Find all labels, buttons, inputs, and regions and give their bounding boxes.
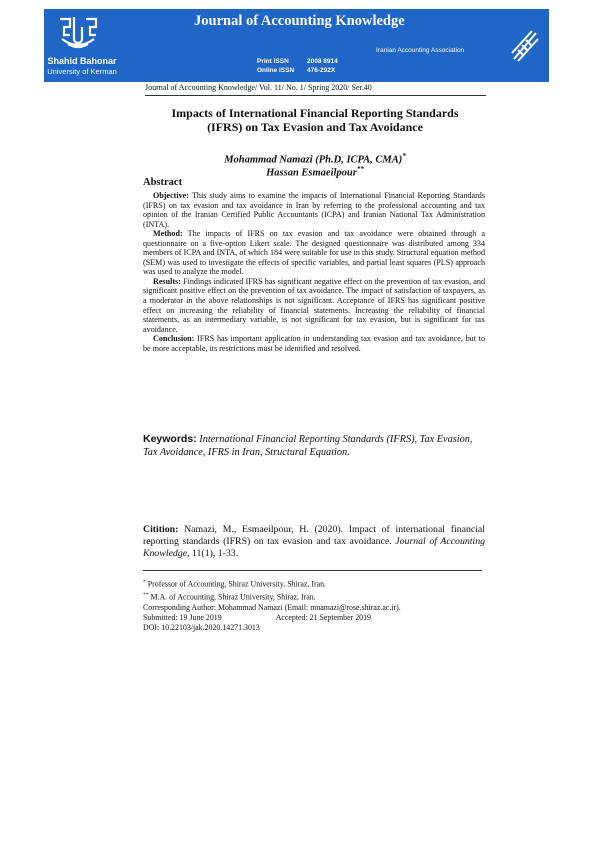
dates-row (143, 613, 485, 623)
footnote-1 (143, 577, 485, 590)
corresponding-author: Corresponding Author: Mohammad Namazi (Email: mnamazi@rose.shiraz.ac.ir). (143, 602, 401, 612)
abstract-objective (143, 191, 485, 229)
header-divider (145, 95, 486, 96)
online-issn-label: Online ISSN (257, 67, 295, 74)
objective-label: Objective: (153, 191, 189, 200)
journal-title: Journal of Accounting Knowledge (194, 13, 405, 29)
university-subtitle: University of Kerman (47, 67, 117, 76)
online-issn-value: 476-292X (307, 67, 336, 74)
footnote-divider (143, 570, 482, 571)
issn-block (257, 57, 338, 75)
method-text: The impacts of IFRS on tax evasion and tax avoidance were obtained through a questionnaire on a five-option Likert scale. The designed questionnaire was distributed among 334 members of ICPA and INTA, of which 184 were suitable for use in this study. Structural equation method (SEM) was used to investigate the effects of specific variables, and partial least squares (PLS) approach was used to analyze the model. (143, 229, 485, 277)
footnote-2-text: M.A. of Accounting, Shiraz University, Shiraz, Iran. (150, 592, 316, 602)
citation (143, 524, 485, 560)
paper-title-line-2: (IFRS) on Tax Evasion and Tax Avoidance (207, 120, 423, 134)
conclusion-text: IFRS has important application in understanding tax evasion and tax avoidance, but to be more acceptable, its restrictions must be identified and resolved. (143, 334, 485, 353)
association-name: Iranian Accounting Association (376, 47, 465, 54)
paper-title (115, 106, 515, 134)
author-2-name: Hassan Esmaeilpour (266, 167, 357, 179)
footnotes (143, 577, 485, 633)
footnote-2 (143, 590, 485, 603)
abstract-conclusion (143, 334, 485, 353)
accepted-date: Accepted: 21 September 2019 (275, 612, 372, 622)
method-label: Method: (153, 229, 183, 239)
author-1-name: Mohammad Namazi (Ph.D, ICPA, CMA) (224, 154, 403, 166)
results-text: Findings indicated IFRS has significant negative effect on the prevention of tax evasion, and significant positive effect on the prevention of tax avoidance. The impact of satisfaction of taxpayers, as a moderator in the above relationships is not significant. Acceptance of IFRS has significant positive effect on increasing the reliability of financial statements. Increasing the reliability of financial statements, as an intermediary variable, is not significant for tax evasion, but is significant for tax avoidance. (143, 276, 485, 334)
association-logo-icon (510, 27, 540, 63)
conclusion-label: Conclusion: (153, 334, 195, 344)
print-issn-value: 2008 8914 (307, 58, 338, 65)
keywords-text: International Financial Reporting Standards (IFRS), Tax Evasion, Tax Avoidance, IFRS in Iran, Structural Equation. (143, 434, 473, 458)
footnote-1-text: Professor of Accounting, Shiraz University, Shiraz, Iran. (147, 579, 327, 589)
objective-text: This study aims to examine the impacts of International Financial Reporting Standards (IFRS) on tax evasion and tax avoidance in Iran by referring to the professional accounting and tax opinion of the Iranian Certified Public Accountants (ICPA) and Iranian National Tax Administration (INTA). (143, 191, 485, 229)
print-issn-label: Print ISSN (257, 58, 289, 65)
keywords (143, 433, 485, 459)
author-1-mark: * (402, 152, 406, 160)
results-label: Results: (153, 276, 181, 286)
keywords-label: Keywords: (143, 433, 197, 445)
university-logo-icon (56, 13, 100, 53)
issue-info: Journal of Accounting Knowledge/ Vol. 11/ No. 1/ Spring 2020/ Ser.40 (145, 83, 372, 92)
doi: DOI: 10.22103/jak.2020.14271.3013 (143, 623, 260, 633)
abstract-heading: Abstract (143, 177, 183, 188)
citation-tail: , 11(1), 1-33. (187, 548, 239, 559)
citation-journal: Journal of Accounting Knowledge (143, 536, 485, 559)
footnote-1-mark: * (143, 579, 146, 585)
university-name: Shahid Bahonar (47, 56, 117, 66)
abstract-body (143, 191, 485, 353)
journal-banner (44, 9, 549, 82)
citation-text: Namazi, M., Esmaeilpour, H. (2020). Impact of international financial reporting standards (IFRS) on tax evasion and tax avoidance. (143, 524, 485, 547)
paper-title-line-1: Impacts of International Financial Reporting Standards (171, 106, 459, 120)
citation-label: Citition: (143, 524, 179, 535)
abstract-results (143, 277, 485, 334)
author-2-mark: ** (356, 165, 364, 173)
abstract-method (143, 229, 485, 277)
submitted-date: Submitted: 19 June 2019 (143, 612, 222, 622)
footnote-2-mark: ** (143, 591, 149, 598)
